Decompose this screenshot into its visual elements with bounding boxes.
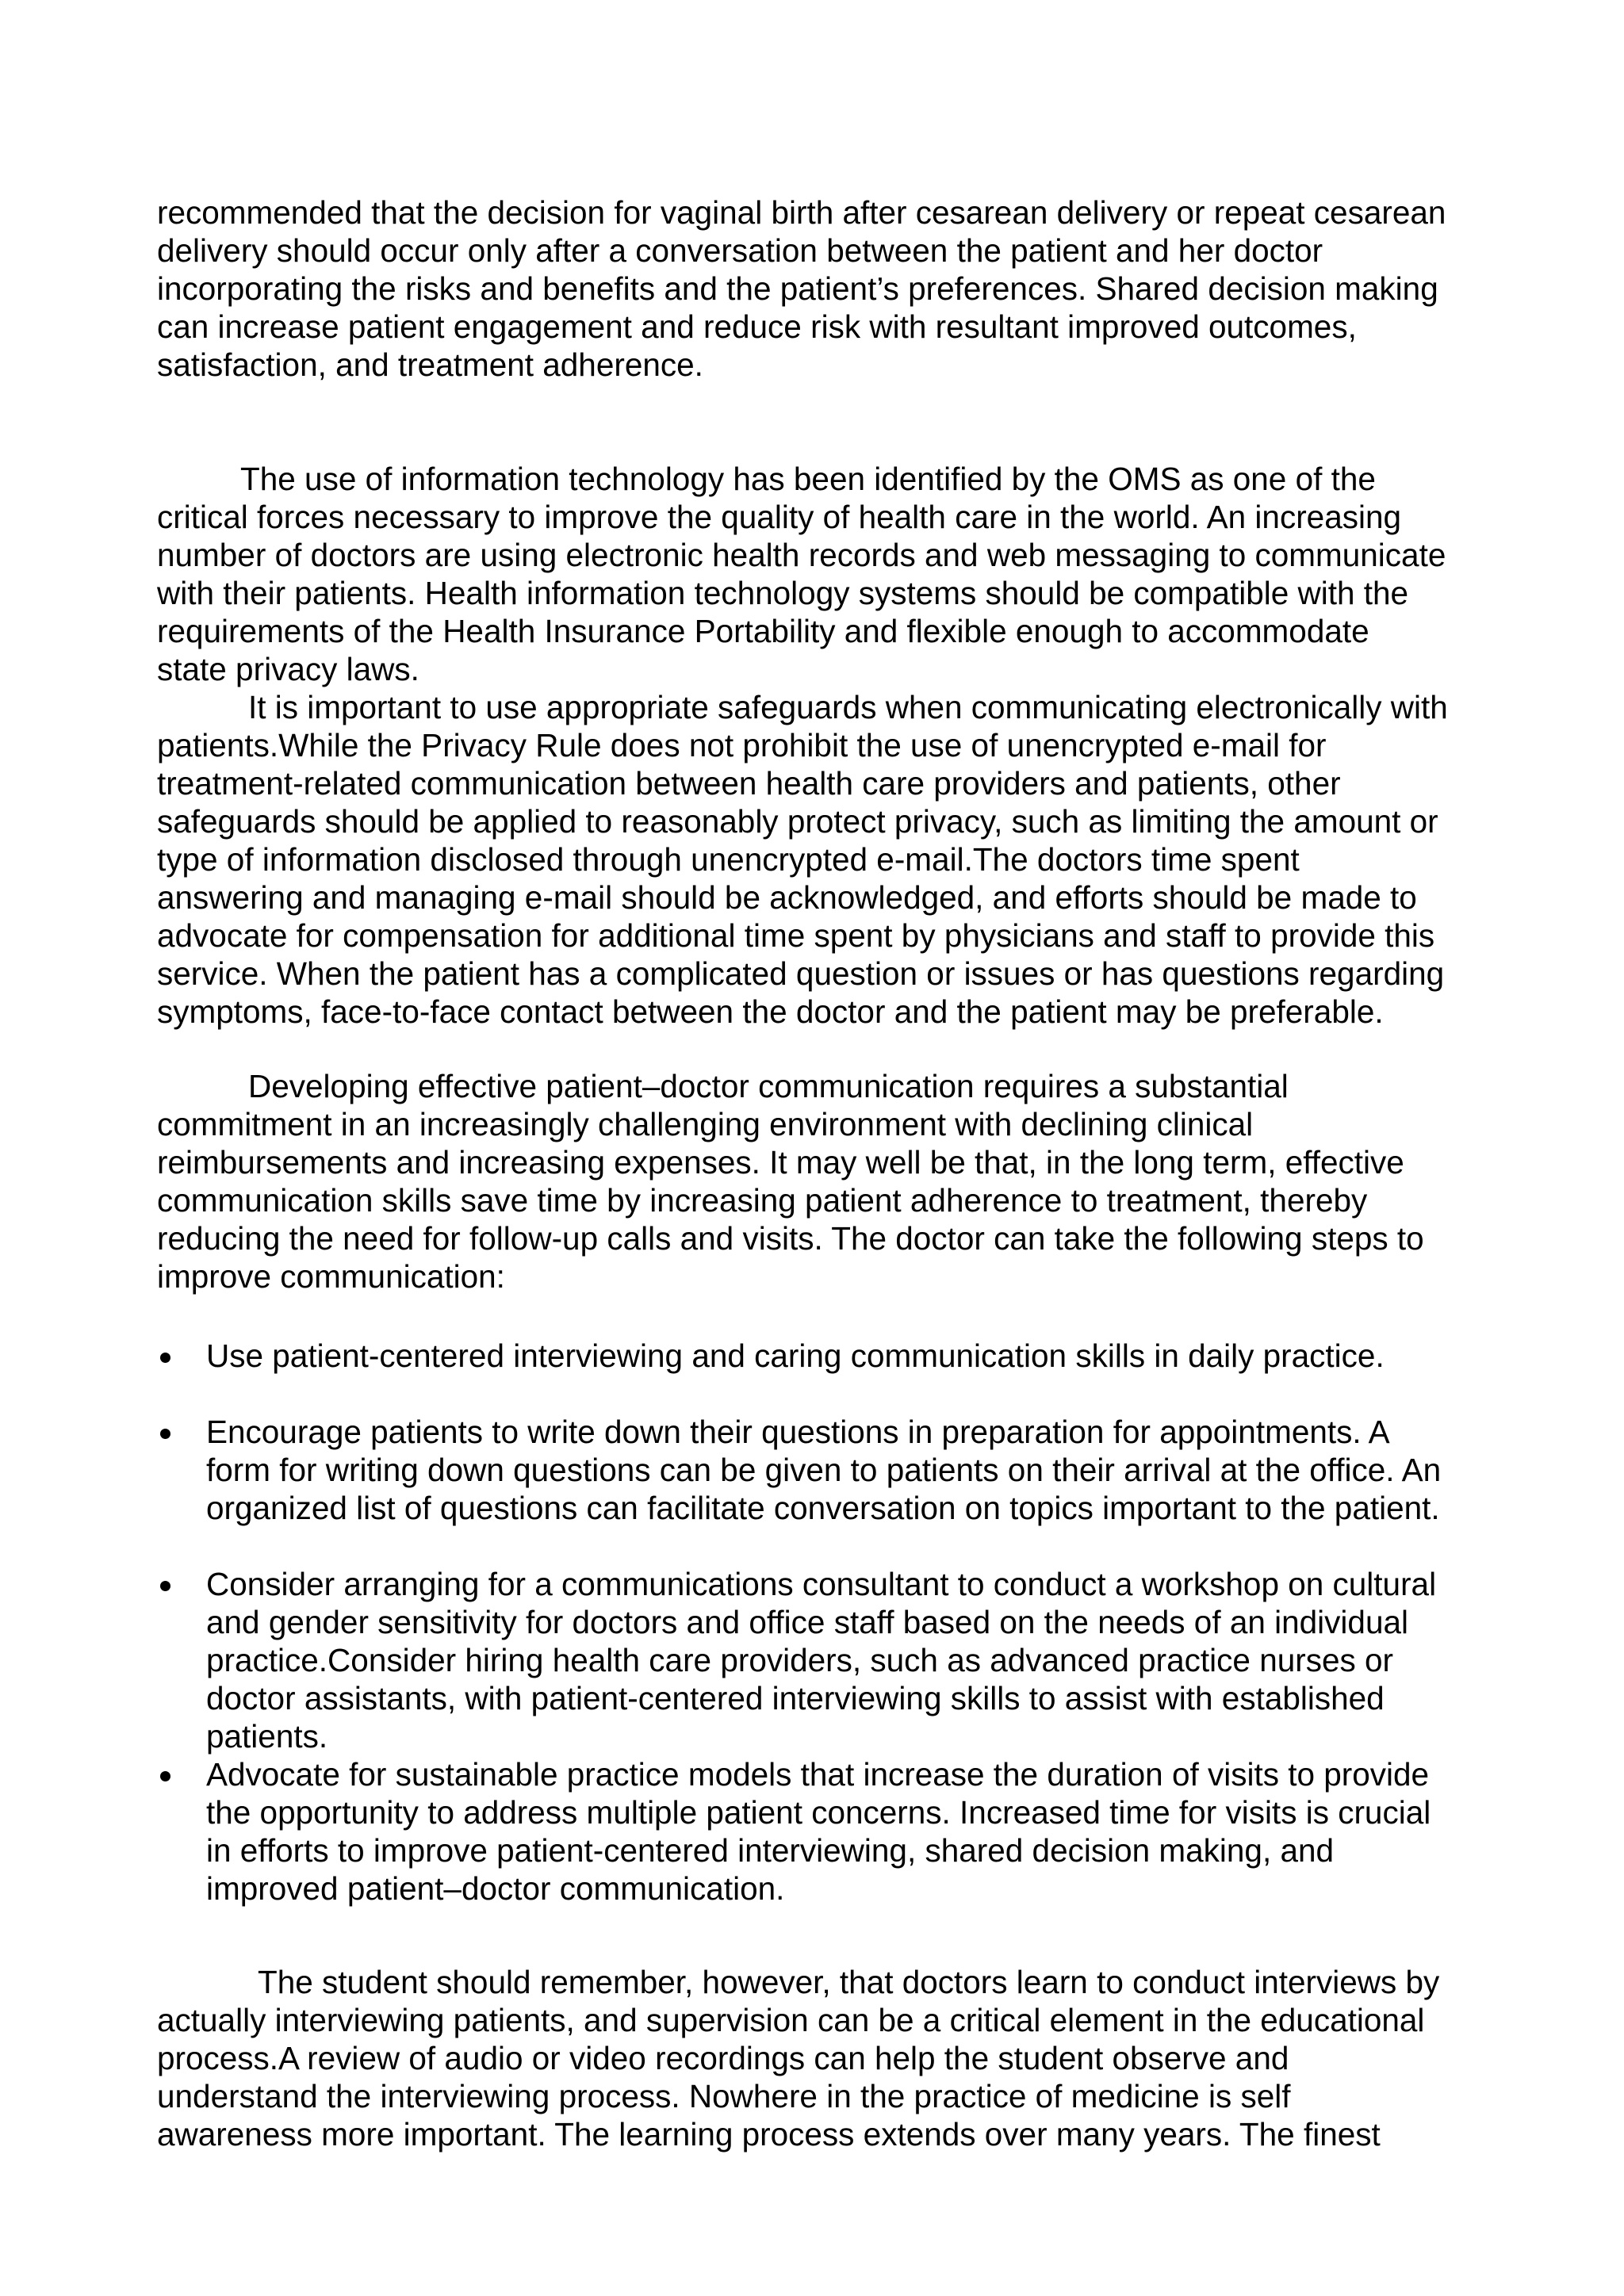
paragraph-4-line: Developing effective patient–doctor communication requires a substantial: [248, 1068, 1289, 1104]
bullet-item-line: organized list of questions can facilitate conversation on topics important to the patient.: [206, 1490, 1440, 1526]
paragraph-2-line: number of doctors are using electronic health records and web messaging to communicate: [157, 537, 1446, 573]
bullet-item-line: in efforts to improve patient-centered interviewing, shared decision making, and: [206, 1832, 1335, 1869]
paragraph-4-line: reimbursements and increasing expenses. It may well be that, in the long term, effective: [157, 1144, 1404, 1181]
paragraph-2-line: The use of information technology has been identified by the OMS as one of the: [240, 461, 1376, 497]
bullet-item-line: patients.: [206, 1718, 328, 1755]
paragraph-5-line: process.A review of audio or video recordings can help the student observe and: [157, 2040, 1289, 2076]
bullet-item-line: the opportunity to address multiple patient concerns. Increased time for visits is crucial: [206, 1794, 1431, 1831]
paragraph-1-line: can increase patient engagement and reduce risk with resultant improved outcomes,: [157, 308, 1357, 345]
bullet-item-line: Use patient-centered interviewing and caring communication skills in daily practice.: [206, 1337, 1385, 1374]
bullet-item-line: Encourage patients to write down their questions in preparation for appointments. A: [206, 1414, 1390, 1450]
bullet-item-line: doctor assistants, with patient-centered interviewing skills to assist with established: [206, 1680, 1385, 1716]
paragraph-4-line: communication skills save time by increasing patient adherence to treatment, thereby: [157, 1182, 1368, 1219]
paragraph-1-line: recommended that the decision for vaginal birth after cesarean delivery or repeat cesarean: [157, 194, 1446, 231]
bullet-item-line: Advocate for sustainable practice models that increase the duration of visits to provide: [206, 1756, 1430, 1793]
paragraph-1-line: satisfaction, and treatment adherence.: [157, 346, 703, 383]
paragraph-4-line: reducing the need for follow-up calls and visits. The doctor can take the following steps to: [157, 1220, 1424, 1257]
bullet-item-line: form for writing down questions can be given to patients on their arrival at the office. An: [206, 1452, 1442, 1488]
paragraph-3-line: patients.While the Privacy Rule does not prohibit the use of unencrypted e-mail for: [157, 727, 1327, 763]
paragraph-1-line: delivery should occur only after a conversation between the patient and her doctor: [157, 232, 1323, 269]
bullet-icon: [160, 1581, 170, 1591]
paragraph-2-line: state privacy laws.: [157, 651, 419, 687]
bullet-icon: [160, 1429, 170, 1439]
paragraph-3-line: answering and managing e-mail should be acknowledged, and efforts should be made to: [157, 879, 1417, 916]
paragraph-4-line: commitment in an increasingly challenging environment with declining clinical: [157, 1106, 1254, 1142]
paragraph-2-line: critical forces necessary to improve the quality of health care in the world. An increasing: [157, 499, 1402, 535]
bullet-icon: [160, 1353, 170, 1363]
paragraph-1-line: incorporating the risks and benefits and the patient’s preferences. Shared decision making: [157, 270, 1438, 307]
paragraph-3-line: treatment-related communication between health care providers and patients, other: [157, 765, 1341, 802]
paragraph-3-line: safeguards should be applied to reasonably protect privacy, such as limiting the amount or: [157, 803, 1438, 840]
paragraph-2-line: with their patients. Health information technology systems should be compatible with the: [157, 575, 1409, 611]
paragraph-5-line: awareness more important. The learning process extends over many years. The finest: [157, 2116, 1381, 2152]
paragraph-3-line: symptoms, face-to-face contact between the doctor and the patient may be preferable.: [157, 993, 1384, 1030]
paragraph-5-line: actually interviewing patients, and supervision can be a critical element in the educational: [157, 2002, 1425, 2038]
paragraph-3-line: service. When the patient has a complicated question or issues or has questions regarding: [157, 955, 1445, 992]
paragraph-3-line: advocate for compensation for additional time spent by physicians and staff to provide this: [157, 917, 1435, 954]
bullet-item-line: and gender sensitivity for doctors and office staff based on the needs of an individual: [206, 1604, 1409, 1640]
paragraph-3-line: type of information disclosed through unencrypted e-mail.The doctors time spent: [157, 841, 1300, 878]
bullet-item-line: improved patient–doctor communication.: [206, 1870, 785, 1907]
paragraph-5-line: The student should remember, however, that doctors learn to conduct interviews by: [258, 1964, 1440, 2000]
bullet-icon: [160, 1771, 170, 1781]
paragraph-4-line: improve communication:: [157, 1258, 505, 1295]
paragraph-5-line: understand the interviewing process. Nowhere in the practice of medicine is self: [157, 2078, 1291, 2114]
bullet-item-line: Consider arranging for a communications consultant to conduct a workshop on cultural: [206, 1566, 1437, 1602]
paragraph-3-line: It is important to use appropriate safeguards when communicating electronically with: [248, 689, 1448, 725]
paragraph-2-line: requirements of the Health Insurance Portability and flexible enough to accommodate: [157, 613, 1369, 649]
bullet-item-line: practice.Consider hiring health care providers, such as advanced practice nurses or: [206, 1642, 1394, 1678]
